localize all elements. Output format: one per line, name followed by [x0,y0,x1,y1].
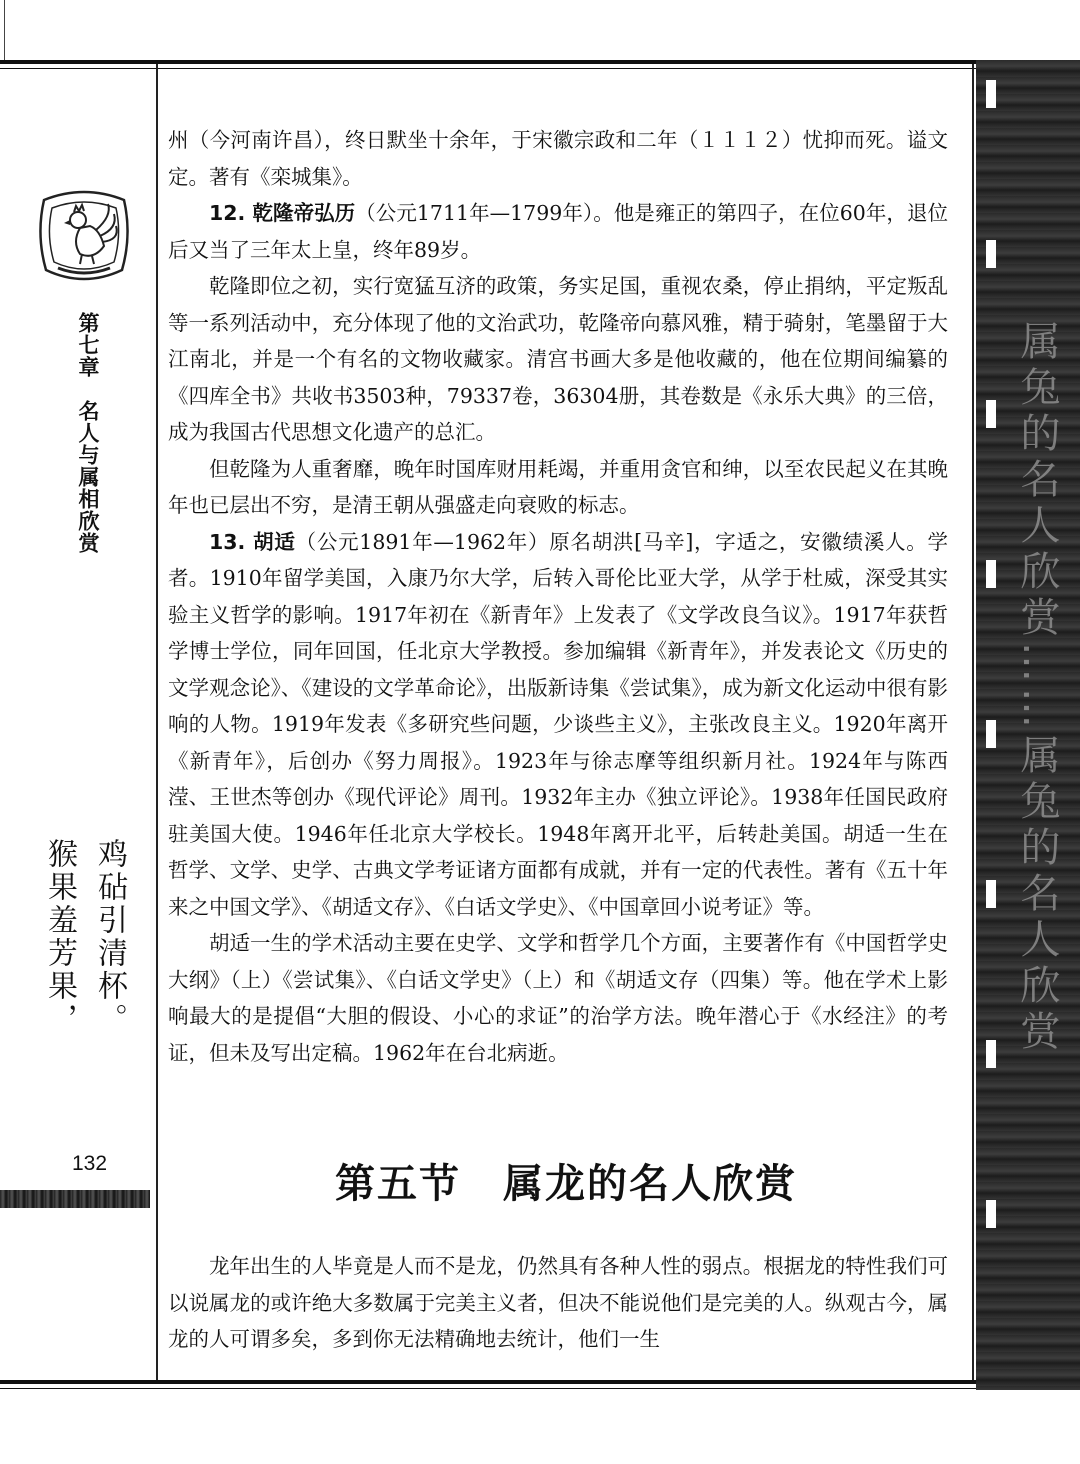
margin-poem [34,838,134,1058]
bottom-rule [0,1380,1040,1384]
entry-text: （公元1891年—1962年）原名胡洪[马辛]，字适之，安徽绩溪人。学者。1910年留学美国，入康乃尔大学，后转入哥伦比亚大学，从学于杜威，深受其实验主义哲学的影响。1917年初在《新青年》上发表了《文学改良刍议》。1917年获哲学博士学位，同年回国，任北京大学教授。参加编辑《新青年》，并发表论文《历史的文学观念论》、《建设的文学革命论》，出版新诗集《尝试集》，成为新文化运动中很有影响的人物。1919年发表《多研究些问题，少谈些主义》，主张改良主义。1920年离开《新青年》，后创办《努力周报》。1923年与徐志摩等组织新月社。1924年与陈西滢、王世杰等创办《现代评论》周刊。1932年主办《独立评论》。1938年任国民政府驻美国大使。1946年任北京大学校长。1948年离开北平，后转赴美国。胡适一生在哲学、文学、史学、古典文学考证诸方面都有成就，并有一定的代表性。著有《五十年来之中国文学》、《胡适文存》、《白话文学史》、《中国章回小说考证》等。 [168,529,948,919]
page-left-edge [4,0,5,60]
paragraph [168,195,948,268]
paragraph: 胡适一生的学术活动主要在史学、文学和哲学几个方面，主要著作有《中国哲学史大纲》（上）《尝试集》、《白话文学史》（上）和《胡适文存（四集）等。他在学术上影响最大的是提倡“大胆的假设、小心的求证”的治学方法。晚年潜心于《水经注》的考证，但未及写出定稿。1962年在台北病逝。 [168,931,948,1065]
zodiac-rooster-logo [34,180,134,290]
paragraph [168,524,948,926]
decorative-side-strip [976,60,1080,1390]
page-number-bar [0,1190,150,1208]
strip-hole [986,240,996,268]
strip-hole [986,1040,996,1068]
paragraph: 但乾隆为人重奢靡，晚年时国库财用耗竭，并重用贪官和绅，以至农民起义在其晚年也已层出不穷，是清王朝从强盛走向衰败的标志。 [168,456,948,517]
section-text [168,1248,948,1358]
paragraph: 乾隆即位之初，实行宽猛互济的政策，务实足国，重视农桑，停止捐纳，平定叛乱等一系列活动中，充分体现了他的文治武功，乾隆帝向慕风雅，精于骑射，笔墨留于大江南北，并是一个有名的文物收藏家。清宫书画大多是他收藏的，他在位期间编纂的《四库全书》共收书3503种，79337卷，36304册，其卷数是《永乐大典》的三倍，成为我国古代思想文化遗产的总汇。 [168,274,948,444]
entry-text: （公元1711年—1799年）。他是雍正的第四子，在位60年，退位后又当了三年太上皇，终年89岁。 [168,201,948,262]
paragraph: 州（今河南许昌），终日默坐十余年，于宋徽宗政和二年（１１１２）忧抑而死。谥文定。著有《栾城集》。 [168,128,948,189]
strip-hole [986,560,996,588]
strip-hole [986,720,996,748]
entry-heading: 12. 乾隆帝弘历 [209,201,356,225]
chapter-label: 第七章 名人与属相欣赏 [76,312,100,554]
main-text [168,122,948,1071]
bottom-rule-thin [0,1388,1040,1389]
poem-line: 鸡砧引清杯。 [92,838,127,1036]
paragraph: 龙年出生的人毕竟是人而不是龙，仍然具有各种人性的弱点。根据龙的特性我们可以说属龙的或许绝大多数属于完美主义者，但决不能说他们是完美的人。纵观古今，属龙的人可谓多矣，多到你无法精确地去统计，他们一生 [168,1254,948,1351]
right-frame-rule [972,64,974,1380]
strip-hole [986,400,996,428]
poem-line: 猴果羞芳果， [42,838,77,1036]
side-strip-text: 属兔的名人欣赏……属兔的名人欣赏 [1014,320,1060,1056]
strip-hole [986,880,996,908]
strip-hole [986,80,996,108]
strip-hole [986,1200,996,1228]
margin-rule [156,64,158,1380]
entry-heading: 13. 胡适 [209,529,296,554]
section-title: 第五节 属龙的名人欣赏 [335,1161,797,1207]
page-number: 132 [72,1152,108,1175]
